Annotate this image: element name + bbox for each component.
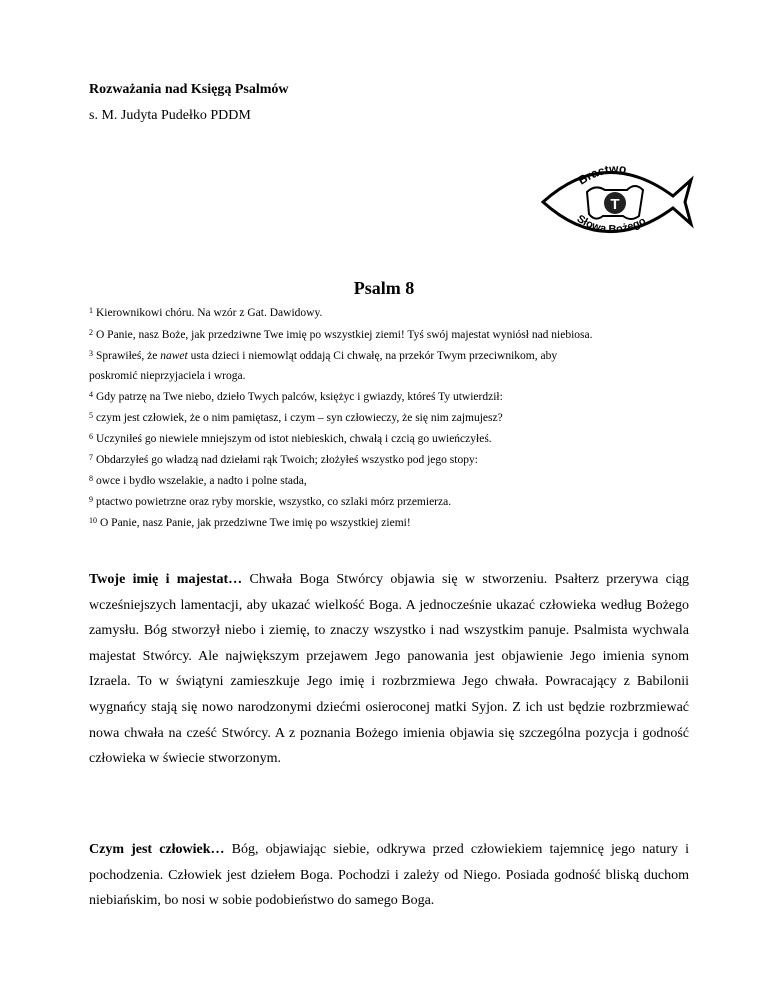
verse-number: 10 bbox=[89, 516, 97, 525]
verse-text: ptactwo powietrzne oraz ryby morskie, wszystko, co szlaki mórz przemierza. bbox=[96, 496, 452, 508]
verse bbox=[89, 390, 503, 405]
document-author: s. M. Judyta Pudełko PDDM bbox=[89, 108, 251, 123]
paragraph-lead: Twoje imię i majestat… bbox=[89, 572, 243, 587]
verse bbox=[89, 306, 322, 321]
logo-emblem: T bbox=[610, 196, 620, 213]
verse-text: Sprawiłeś, że bbox=[96, 350, 161, 362]
logo-bottom-text: Słowa Bożego bbox=[574, 212, 648, 236]
verse bbox=[89, 495, 451, 510]
verse-number: 6 bbox=[89, 432, 93, 441]
verse bbox=[89, 349, 689, 364]
commentary-paragraph bbox=[89, 567, 689, 772]
verse bbox=[89, 516, 411, 531]
verse-text: czym jest człowiek, że o nim pamiętasz, i czym – syn człowieczy, że się nim zajmujesz? bbox=[96, 412, 503, 424]
verse-number: 5 bbox=[89, 411, 93, 420]
verse bbox=[89, 411, 503, 426]
paragraph-lead: Czym jest człowiek… bbox=[89, 842, 225, 857]
bractwo-fish-logo bbox=[535, 152, 695, 252]
verse-text: poskromić nieprzyjaciela i wroga. bbox=[89, 370, 246, 382]
paragraph-body: Bóg, objawiając siebie, odkrywa przed człowiekiem tajemnicę jego natury i pochodzenia. Człowiek jest dziełem Boga. Pochodzi i zależy od Niego. Posiada godność bliską duchom niebiańskim, bo nosi w sobie podobieństwo do samego Boga. bbox=[89, 842, 689, 909]
verse-text: O Panie, nasz Panie, jak przedziwne Twe imię po wszystkiej ziemi! bbox=[100, 517, 411, 529]
verse-text: usta dzieci i niemowląt oddają Ci chwałę, na przekór Twym przeciwnikom, aby bbox=[187, 350, 558, 362]
svg-text:Bractwo bbox=[575, 161, 626, 187]
verse-number: 4 bbox=[89, 390, 93, 399]
verse-emphasis: nawet bbox=[160, 350, 188, 362]
verse-text: Uczyniłeś go niewiele mniejszym od istot niebieskich, chwałą i czcią go uwieńczyłeś. bbox=[96, 433, 492, 445]
psalm-title: Psalm 8 bbox=[353, 278, 415, 298]
verse-text: Gdy patrzę na Twe niebo, dzieło Twych palców, księżyc i gwiazdy, któreś Ty utwierdził: bbox=[96, 391, 503, 403]
verse-number: 9 bbox=[89, 495, 93, 504]
verse-text: Obdarzyłeś go władzą nad dziełami rąk Twoich; złożyłeś wszystko pod jego stopy: bbox=[96, 454, 478, 466]
verse-number: 8 bbox=[89, 474, 93, 483]
verse bbox=[89, 453, 478, 468]
paragraph-body: Chwała Boga Stwórcy objawia się w stworzeniu. Psałterz przerywa ciąg wcześniejszych lamentacji, aby ukazać wielkość Boga. A jednocześnie ukazać człowieka według Bożego zamysłu. Bóg stworzył niebo i ziemię, to znaczy wszystko i nad wszystkim panuje. Psalmista wychwala majestat Stwórcy. Ale największym przejawem Jego panowania jest objawienie Jego imienia synom Izraela. To w świątyni zamieszkuje Jego imię i rozbrzmiewa Jego chwała. Powracający z Babilonii wygnańcy stają się nowo narodzonymi dziećmi osieroconej matki Syjon. Z ich ust będzie rozbrzmiewać nowa chwała na cześć Stwórcy. A z poznania Bożego imienia objawia się szczególna pozycja i godność człowieka w świecie stworzonym. bbox=[89, 572, 689, 767]
verse-number: 7 bbox=[89, 453, 93, 462]
verse-text: owce i bydło wszelakie, a nadto i polne stada, bbox=[96, 475, 307, 487]
commentary-paragraph bbox=[89, 837, 689, 914]
verse-text: O Panie, nasz Boże, jak przedziwne Twe imię po wszystkiej ziemi! Tyś swój majestat wyniósł nad niebiosa. bbox=[96, 329, 593, 341]
verse bbox=[89, 328, 593, 343]
verse-number: 1 bbox=[89, 306, 93, 315]
verse-number: 2 bbox=[89, 328, 93, 337]
verse-text: Kierownikowi chóru. Na wzór z Gat. Dawidowy. bbox=[96, 307, 323, 319]
document-title: Rozważania nad Księgą Psalmów bbox=[89, 82, 289, 97]
verse bbox=[89, 474, 307, 489]
verse bbox=[89, 432, 492, 447]
verse-continuation bbox=[89, 369, 245, 384]
verse-number: 3 bbox=[89, 349, 93, 358]
logo-top-text: Bractwo bbox=[575, 161, 627, 188]
